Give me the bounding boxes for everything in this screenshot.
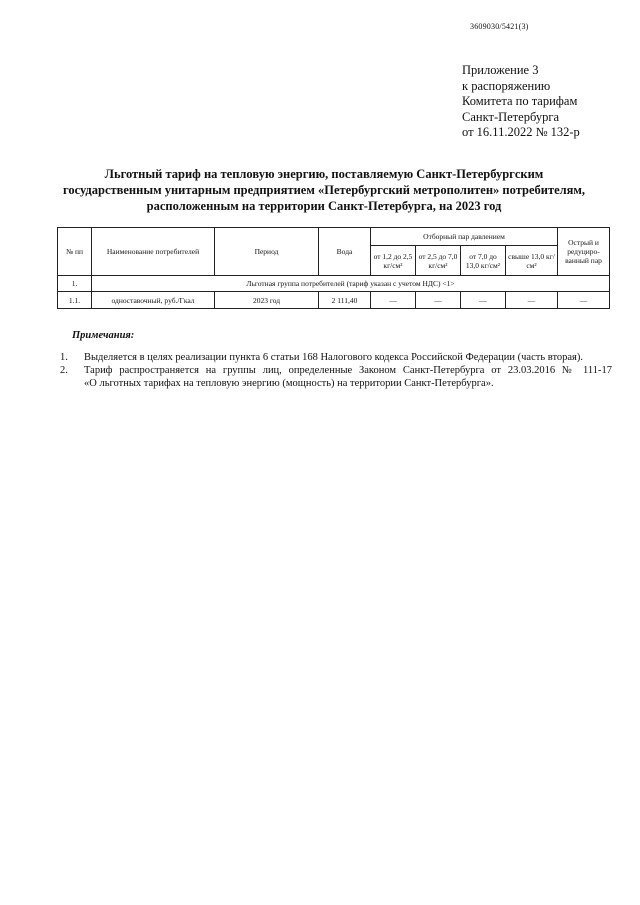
- row-steam: —: [416, 292, 461, 309]
- header-period: Период: [215, 228, 319, 276]
- notes-list: [60, 351, 612, 390]
- title-line: государственным унитарным предприятием «Петербургский метрополитен» потребителям,: [62, 183, 586, 197]
- header-steam-col: от 7,0 до 13,0 кг/см²: [461, 246, 506, 276]
- header-water: Вода: [319, 228, 371, 276]
- row-steam: —: [371, 292, 416, 309]
- note-number: 2.: [60, 365, 68, 376]
- row-period: 2023 год: [215, 292, 319, 309]
- appendix-block: [462, 63, 580, 141]
- table-row-group: [58, 276, 610, 292]
- row-steam: —: [461, 292, 506, 309]
- group-label: Льготная группа потребителей (тариф указан с учетом НДС) <1>: [92, 276, 610, 292]
- tariff-table: [57, 227, 610, 309]
- header-steam-col: от 2,5 до 7,0 кг/см²: [416, 246, 461, 276]
- title-line: расположенным на территории Санкт-Петербурга, на 2023 год: [146, 199, 502, 213]
- row-water: 2 111,40: [319, 292, 371, 309]
- header-num: № пп: [58, 228, 92, 276]
- note-item: [60, 351, 612, 364]
- appendix-line: Приложение 3: [462, 63, 539, 77]
- row-sharp-steam: —: [558, 292, 610, 309]
- note-text: Выделяется в целях реализации пункта 6 статьи 168 Налогового кодекса Российской Федерации (часть вторая).: [84, 352, 584, 363]
- appendix-line: к распоряжению: [462, 78, 551, 93]
- appendix-line: от 16.11.2022 № 132-р: [462, 125, 580, 139]
- table-header-row: [58, 228, 610, 246]
- row-steam: —: [506, 292, 558, 309]
- note-text-line: Тариф распространяется на группы лиц, определенные Законом Санкт-Петербурга от 23.03.2016 № 111-17: [84, 365, 612, 376]
- header-steam-col: от 1,2 до 2,5 кг/см²: [371, 246, 416, 276]
- notes-heading: Примечания:: [72, 330, 135, 341]
- header-steam-col: свыше 13,0 кг/см²: [506, 246, 558, 276]
- header-consumer: Наименование потребителей: [92, 228, 215, 276]
- header-steam-group: Отборный пар давлением: [371, 228, 558, 246]
- row-consumer: одноставочный, руб./Гкал: [92, 292, 215, 309]
- document-number: 3609030/5421(3): [470, 22, 529, 31]
- header-sharp-steam: Острый и редуциро-ванный пар: [558, 228, 610, 276]
- appendix-line: Комитета по тарифам: [462, 94, 578, 108]
- note-text-line: «О льготных тарифах на тепловую энергию (мощность) на территории Санкт-Петербурга».: [84, 378, 494, 389]
- row-num: 1.1.: [58, 292, 92, 309]
- group-num: 1.: [58, 276, 92, 292]
- table-row: [58, 292, 610, 309]
- title-line: Льготный тариф на тепловую энергию, поставляемую Санкт-Петербургским: [104, 167, 544, 181]
- note-item: [60, 364, 612, 390]
- document-title: [40, 166, 608, 214]
- note-number: 1.: [60, 352, 68, 363]
- appendix-line: Санкт-Петербурга: [462, 109, 560, 124]
